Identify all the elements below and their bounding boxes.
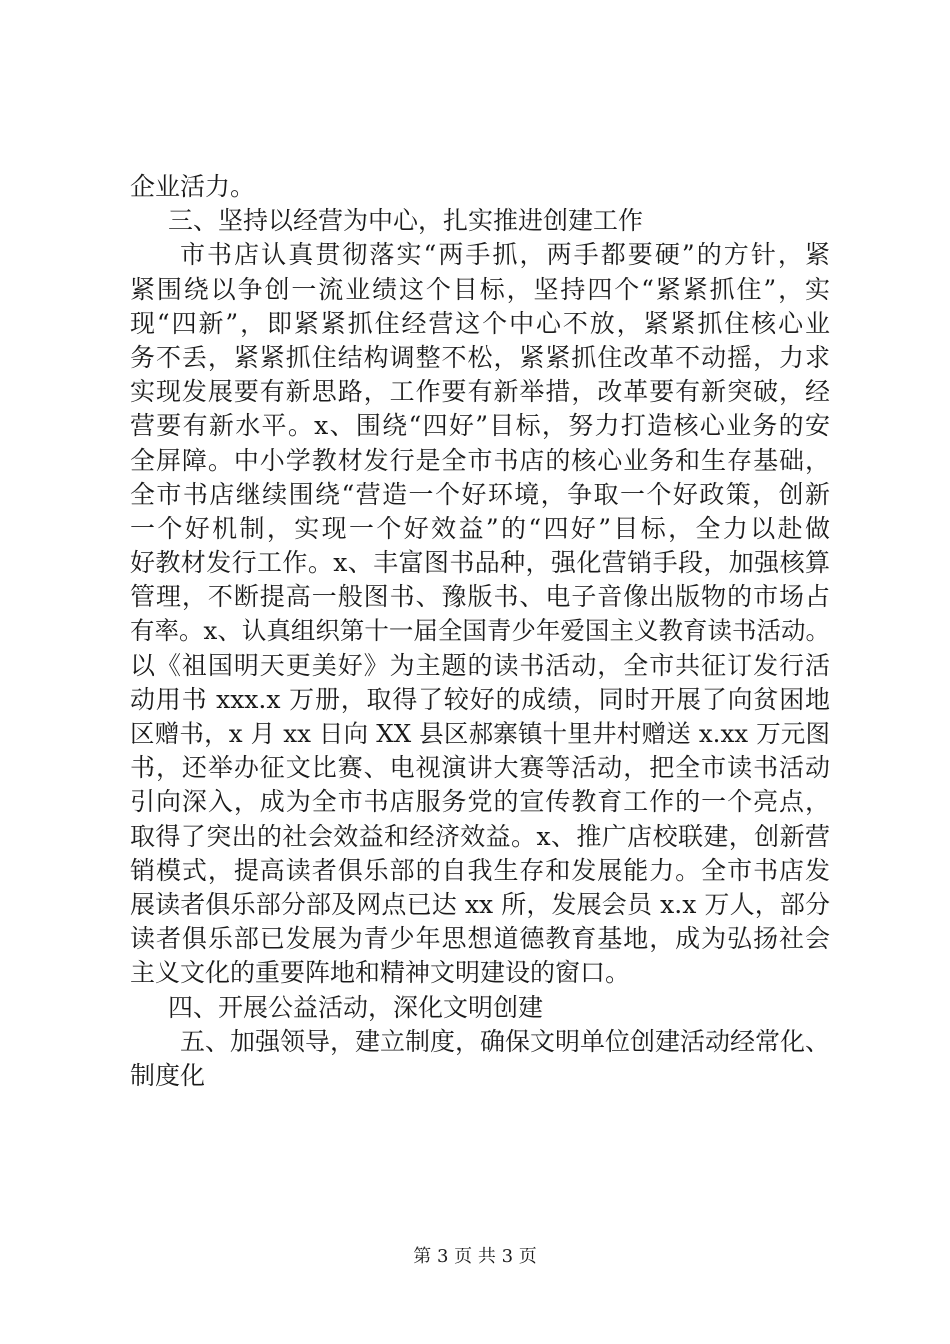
paragraph-line: 展读者俱乐部分部及网点已达 xx 所，发展会员 x.x 万人，部分 [130, 889, 830, 919]
paragraph-line: 实现发展要有新思路，工作要有新举措，改革要有新突破，经 [130, 377, 830, 407]
paragraph-line: 以《祖国明天更美好》为主题的读书活动，全市共征订发行活 [130, 650, 830, 680]
paragraph-line: 好教材发行工作。x、丰富图书品种，强化营销手段，加强核算 [130, 548, 830, 578]
page-number: 第 3 页 共 3 页 [413, 1246, 537, 1267]
paragraph-line: 全屏障。中小学教材发行是全市书店的核心业务和生存基础， [130, 445, 830, 475]
paragraph-line: 主义文化的重要阵地和精神文明建设的窗口。 [130, 958, 631, 988]
paragraph-line: 现“四新”，即紧紧抓住经营这个中心不放，紧紧抓住核心业 [130, 308, 830, 338]
paragraph-line: 营要有新水平。x、围绕“四好”目标，努力打造核心业务的安 [130, 411, 830, 441]
page-footer [0, 1246, 950, 1268]
paragraph-line: 制度化 [130, 1060, 206, 1090]
paragraph-line: 区赠书，x 月 xx 日向 XX 县区郝寨镇十里井村赠送 x.xx 万元图 [130, 719, 830, 748]
paragraph-line: 管理，不断提高一般图书、豫版书、电子音像出版物的市场占 [130, 582, 830, 612]
paragraph-line: 全市书店继续围绕“营造一个好环境，争取一个好政策，创新 [130, 479, 830, 509]
paragraph-line: 一个好机制，实现一个好效益”的“四好”目标，全力以赴做 [130, 513, 830, 543]
paragraph-line: 市书店认真贯彻落实“两手抓，两手都要硬”的方针，紧 [180, 240, 830, 270]
section-heading: 五、加强领导，建立制度，确保文明单位创建活动经常化、 [180, 1026, 831, 1056]
paragraph-line: 读者俱乐部已发展为青少年思想道德教育基地，成为弘扬社会 [130, 924, 830, 954]
paragraph-line: 引向深入，成为全市书店服务党的宣传教育工作的一个亮点， [130, 787, 830, 817]
paragraph-line: 销模式，提高读者俱乐部的自我生存和发展能力。全市书店发 [130, 855, 830, 885]
paragraph-line: 书，还举办征文比赛、电视演讲大赛等活动，把全市读书活动 [130, 753, 830, 783]
document-body [130, 170, 830, 1093]
section-heading: 四、开展公益活动，深化文明创建 [168, 992, 544, 1022]
paragraph-line: 动用书 xxx.x 万册，取得了较好的成绩，同时开展了向贫困地 [130, 684, 830, 714]
paragraph-line: 企业活力。 [130, 172, 256, 201]
paragraph-line: 取得了突出的社会效益和经济效益。x、推广店校联建，创新营 [130, 821, 830, 851]
section-heading: 三、坚持以经营为中心，扎实推进创建工作 [168, 206, 644, 236]
paragraph-line: 紧围绕以争创一流业绩这个目标，坚持四个“紧紧抓住”，实 [130, 274, 830, 304]
paragraph-line: 有率。x、认真组织第十一届全国青少年爱国主义教育读书活动。 [130, 616, 830, 646]
paragraph-line: 务不丢，紧紧抓住结构调整不松，紧紧抓住改革不动摇，力求 [130, 342, 830, 372]
